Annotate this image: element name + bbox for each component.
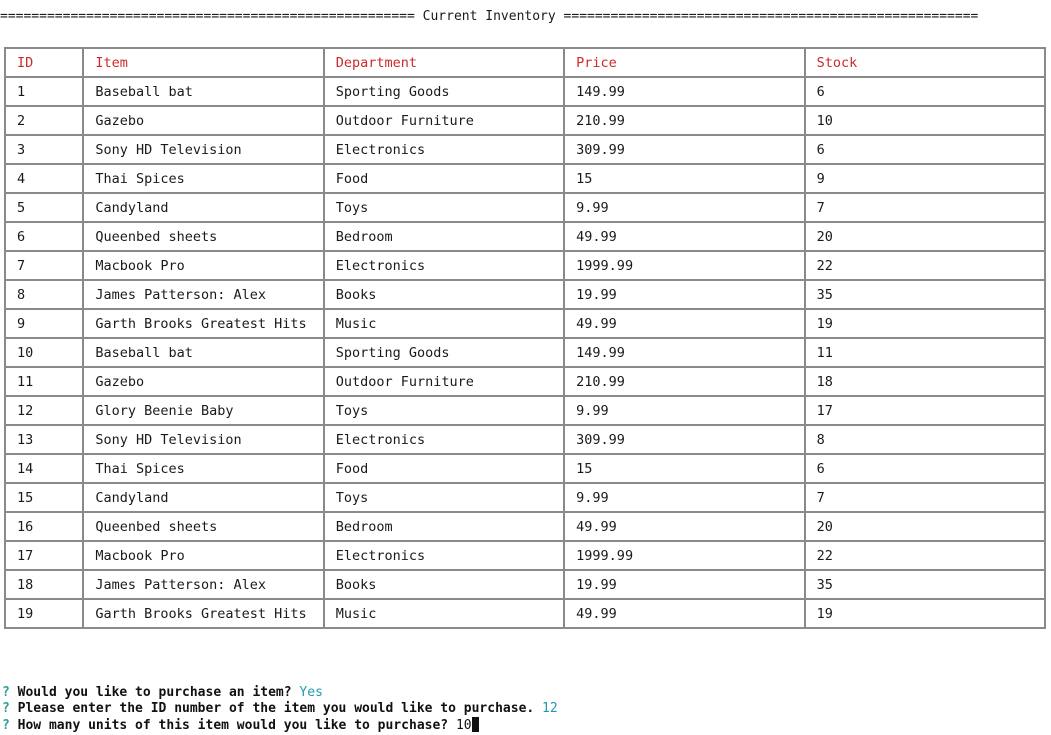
table-row	[5, 512, 1045, 541]
cell-price: 9.99	[564, 483, 804, 512]
cell-department: Toys	[324, 193, 564, 222]
table-row	[5, 164, 1045, 193]
header-department: Department	[324, 48, 564, 77]
header-id: ID	[5, 48, 83, 77]
cell-id: 5	[5, 193, 83, 222]
cell-id: 11	[5, 367, 83, 396]
table-row	[5, 135, 1045, 164]
cell-id: 14	[5, 454, 83, 483]
cell-id: 13	[5, 425, 83, 454]
cell-price: 49.99	[564, 512, 804, 541]
cell-price: 1999.99	[564, 541, 804, 570]
cell-id: 16	[5, 512, 83, 541]
cell-price: 309.99	[564, 135, 804, 164]
table-row	[5, 193, 1045, 222]
table-row	[5, 454, 1045, 483]
table-row	[5, 280, 1045, 309]
cell-id: 9	[5, 309, 83, 338]
table-row	[5, 251, 1045, 280]
cell-item: Macbook Pro	[83, 251, 323, 280]
table-row	[5, 106, 1045, 135]
prompt-item-id-answer: 12	[542, 701, 558, 716]
cell-stock: 22	[805, 541, 1045, 570]
cell-department: Outdoor Furniture	[324, 106, 564, 135]
cell-department: Sporting Goods	[324, 77, 564, 106]
cell-item: Candyland	[83, 193, 323, 222]
cell-id: 4	[5, 164, 83, 193]
cell-stock: 20	[805, 512, 1045, 541]
cell-department: Food	[324, 164, 564, 193]
cell-price: 19.99	[564, 570, 804, 599]
cell-price: 9.99	[564, 396, 804, 425]
cell-price: 1999.99	[564, 251, 804, 280]
banner-left-rule: =====================================================	[0, 9, 415, 24]
cell-department: Bedroom	[324, 222, 564, 251]
cell-department: Electronics	[324, 251, 564, 280]
prompt-purchase-answer: Yes	[299, 685, 323, 700]
table-row	[5, 425, 1045, 454]
cell-price: 9.99	[564, 193, 804, 222]
cell-department: Music	[324, 309, 564, 338]
table-row	[5, 396, 1045, 425]
units-input[interactable]: 10	[455, 718, 472, 733]
cell-price: 149.99	[564, 338, 804, 367]
cell-id: 6	[5, 222, 83, 251]
table-row	[5, 309, 1045, 338]
table-row	[5, 599, 1045, 628]
cell-stock: 19	[805, 599, 1045, 628]
prompt-purchase	[2, 685, 1042, 701]
cell-item: Queenbed sheets	[83, 222, 323, 251]
cell-department: Toys	[324, 483, 564, 512]
cell-department: Electronics	[324, 541, 564, 570]
cell-item: Garth Brooks Greatest Hits	[83, 309, 323, 338]
cell-id: 7	[5, 251, 83, 280]
cell-id: 19	[5, 599, 83, 628]
cell-id: 15	[5, 483, 83, 512]
cell-department: Food	[324, 454, 564, 483]
cell-stock: 10	[805, 106, 1045, 135]
cell-item: Garth Brooks Greatest Hits	[83, 599, 323, 628]
cell-department: Toys	[324, 396, 564, 425]
banner-right-rule: =====================================================	[563, 9, 979, 24]
cell-id: 18	[5, 570, 83, 599]
cell-department: Bedroom	[324, 512, 564, 541]
cell-department: Books	[324, 570, 564, 599]
cell-item: Gazebo	[83, 367, 323, 396]
inventory-table	[4, 47, 1046, 629]
cell-stock: 17	[805, 396, 1045, 425]
cell-item: James Patterson: Alex	[83, 280, 323, 309]
cell-stock: 35	[805, 280, 1045, 309]
cell-item: Thai Spices	[83, 454, 323, 483]
header-stock: Stock	[805, 48, 1045, 77]
cell-stock: 9	[805, 164, 1045, 193]
cell-item: Candyland	[83, 483, 323, 512]
cell-price: 309.99	[564, 425, 804, 454]
cell-stock: 6	[805, 135, 1045, 164]
header-item: Item	[83, 48, 323, 77]
cell-item: Baseball bat	[83, 338, 323, 367]
cell-stock: 7	[805, 483, 1045, 512]
cell-stock: 6	[805, 77, 1045, 106]
table-row	[5, 338, 1045, 367]
cell-department: Books	[324, 280, 564, 309]
banner-title: Current Inventory	[422, 9, 556, 24]
table-row	[5, 570, 1045, 599]
table-row	[5, 541, 1045, 570]
inventory-banner	[0, 8, 1051, 25]
cell-item: Gazebo	[83, 106, 323, 135]
header-price: Price	[564, 48, 804, 77]
cell-price: 210.99	[564, 106, 804, 135]
cell-id: 10	[5, 338, 83, 367]
table-row	[5, 483, 1045, 512]
cell-stock: 18	[805, 367, 1045, 396]
cell-stock: 8	[805, 425, 1045, 454]
table-row	[5, 77, 1045, 106]
cell-department: Sporting Goods	[324, 338, 564, 367]
cell-stock: 7	[805, 193, 1045, 222]
table-row	[5, 367, 1045, 396]
cell-id: 8	[5, 280, 83, 309]
table-header-row	[5, 48, 1045, 77]
prompt-purchase-question: Would you like to purchase an item?	[17, 685, 292, 700]
cell-item: James Patterson: Alex	[83, 570, 323, 599]
cell-department: Outdoor Furniture	[324, 367, 564, 396]
cell-item: Queenbed sheets	[83, 512, 323, 541]
cell-item: Sony HD Television	[83, 425, 323, 454]
cell-id: 12	[5, 396, 83, 425]
cell-item: Sony HD Television	[83, 135, 323, 164]
prompt-marker: ?	[2, 718, 10, 733]
prompt-item-id	[2, 701, 1042, 717]
prompt-units-question: How many units of this item would you like to purchase?	[17, 718, 449, 733]
prompt-item-id-question: Please enter the ID number of the item you would like to purchase.	[17, 701, 535, 716]
text-cursor	[472, 717, 479, 732]
cell-price: 149.99	[564, 77, 804, 106]
cell-department: Electronics	[324, 135, 564, 164]
cell-stock: 20	[805, 222, 1045, 251]
cell-item: Macbook Pro	[83, 541, 323, 570]
cell-price: 49.99	[564, 309, 804, 338]
cell-price: 210.99	[564, 367, 804, 396]
cell-id: 2	[5, 106, 83, 135]
cell-stock: 6	[805, 454, 1045, 483]
cell-id: 1	[5, 77, 83, 106]
cell-stock: 11	[805, 338, 1045, 367]
cell-stock: 35	[805, 570, 1045, 599]
prompt-marker: ?	[2, 701, 10, 716]
prompt-area	[2, 685, 1042, 733]
cell-department: Electronics	[324, 425, 564, 454]
cell-price: 49.99	[564, 222, 804, 251]
cell-item: Thai Spices	[83, 164, 323, 193]
cell-department: Music	[324, 599, 564, 628]
cell-price: 19.99	[564, 280, 804, 309]
table-row	[5, 222, 1045, 251]
cell-item: Glory Beenie Baby	[83, 396, 323, 425]
cell-price: 49.99	[564, 599, 804, 628]
cell-price: 15	[564, 164, 804, 193]
cell-stock: 19	[805, 309, 1045, 338]
cell-item: Baseball bat	[83, 77, 323, 106]
prompt-units[interactable]	[2, 717, 1042, 733]
cell-id: 17	[5, 541, 83, 570]
cell-id: 3	[5, 135, 83, 164]
cell-price: 15	[564, 454, 804, 483]
cell-stock: 22	[805, 251, 1045, 280]
inventory-table-body	[5, 77, 1045, 628]
prompt-marker: ?	[2, 685, 10, 700]
